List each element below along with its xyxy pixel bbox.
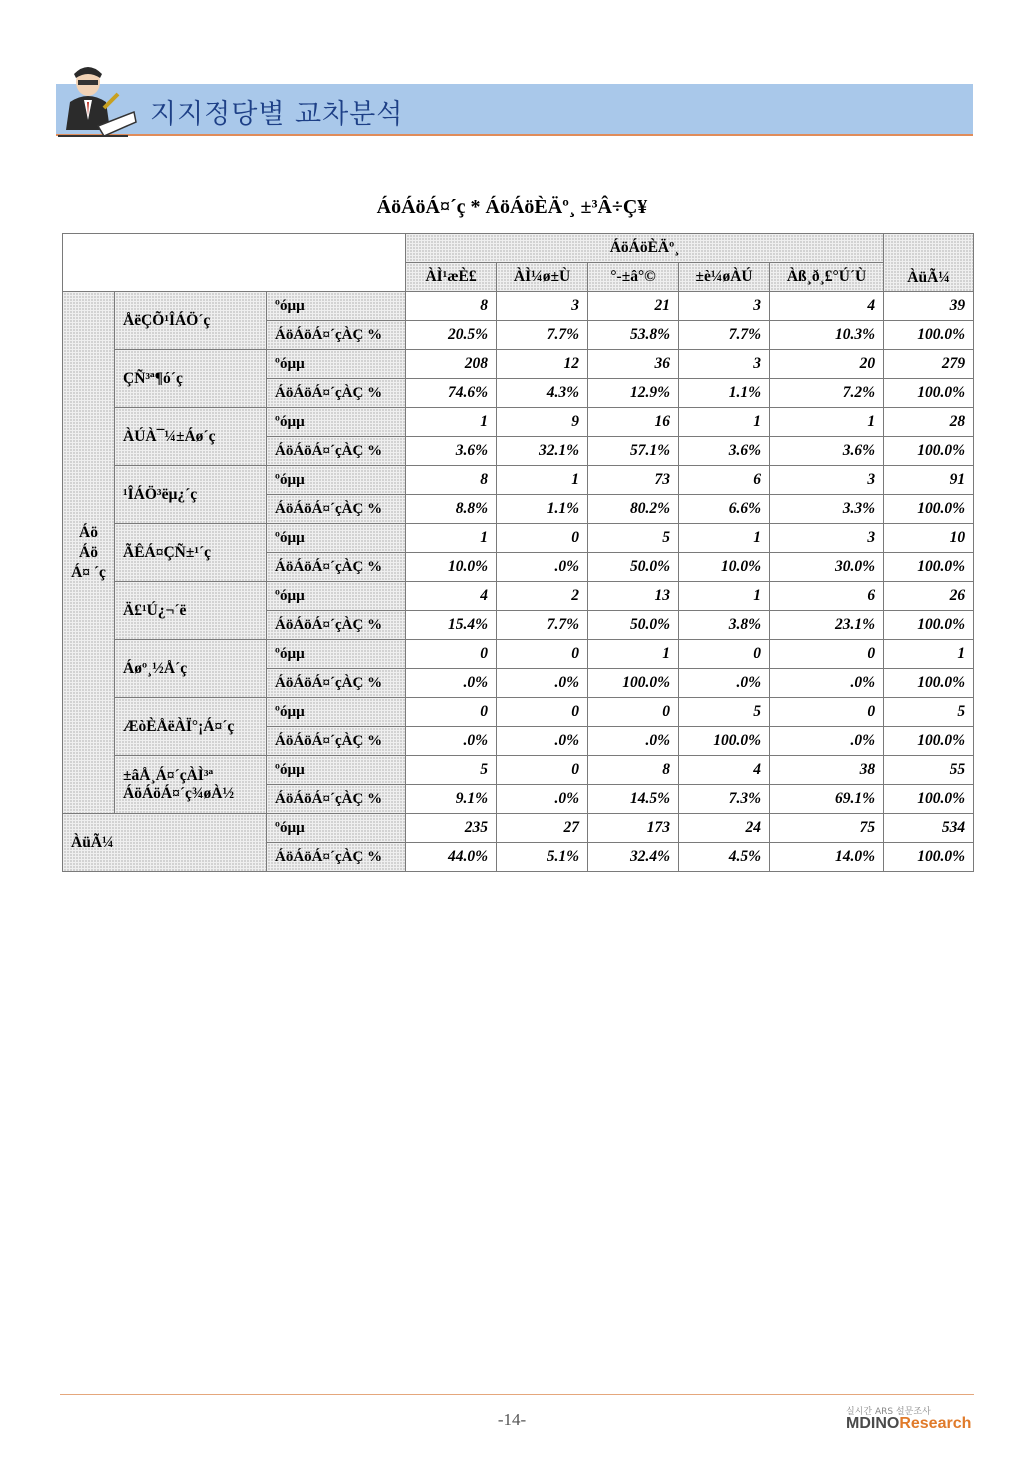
row-label-text: ÁöÁöÁ¤´ç¾øÀ½ (123, 784, 235, 802)
row-label (115, 466, 267, 524)
percent-cell: 10.0% (679, 553, 770, 582)
table-row (63, 524, 974, 553)
count-cell: 5 (884, 698, 974, 727)
percent-cell: 53.8% (588, 321, 679, 350)
row-label-text: ÀÚÀ¯¼±Áø´ç (123, 427, 216, 445)
count-cell: 0 (497, 524, 588, 553)
percent-cell: .0% (406, 727, 497, 756)
count-cell: 208 (406, 350, 497, 379)
percent-cell: 9.1% (406, 785, 497, 814)
percent-cell: .0% (770, 727, 884, 756)
count-cell: 1 (770, 408, 884, 437)
percent-cell: 69.1% (770, 785, 884, 814)
count-cell: 39 (884, 292, 974, 321)
row-label-text: ±âÅ¸Á¤´çÀÌ³ª (123, 766, 214, 784)
count-cell: 534 (884, 814, 974, 843)
row-label (115, 350, 267, 408)
row-label (115, 582, 267, 640)
stat-label-count: ºóµµ (267, 292, 406, 321)
count-cell: 13 (588, 582, 679, 611)
percent-cell: .0% (497, 785, 588, 814)
percent-cell: 7.2% (770, 379, 884, 408)
col-header: °-±â°© (588, 263, 679, 292)
percent-cell: .0% (770, 669, 884, 698)
group-header: ÁöÁöÈÄº¸ (406, 234, 884, 263)
stat-label-count: ºóµµ (267, 524, 406, 553)
count-cell: 55 (884, 756, 974, 785)
count-cell: 279 (884, 350, 974, 379)
count-cell: 38 (770, 756, 884, 785)
percent-cell: .0% (406, 669, 497, 698)
stat-label-percent: ÁöÁöÁ¤´çÀÇ % (267, 379, 406, 408)
percent-cell: 7.3% (679, 785, 770, 814)
count-cell: 27 (497, 814, 588, 843)
percent-cell: 50.0% (588, 553, 679, 582)
percent-cell: 32.1% (497, 437, 588, 466)
total-row (63, 814, 974, 843)
count-cell: 91 (884, 466, 974, 495)
count-cell: 0 (588, 698, 679, 727)
table-row (63, 640, 974, 669)
stat-label-percent: ÁöÁöÁ¤´çÀÇ % (267, 785, 406, 814)
percent-cell: 4.5% (679, 843, 770, 872)
brand-tagline: 실시간 ARS 설문조사 (846, 1407, 931, 1417)
percent-cell: 6.6% (679, 495, 770, 524)
count-cell: 36 (588, 350, 679, 379)
count-cell: 0 (406, 640, 497, 669)
row-label-text: ÇÑ³ª¶ó´ç (123, 369, 183, 387)
count-cell: 1 (679, 582, 770, 611)
col-header: ÀÌ¼ø±Ù (497, 263, 588, 292)
count-cell: 1 (406, 408, 497, 437)
brand-logo: MDINOResearch (846, 1415, 972, 1432)
count-cell: 16 (588, 408, 679, 437)
percent-cell: 12.9% (588, 379, 679, 408)
count-cell: 20 (770, 350, 884, 379)
stat-label-count: ºóµµ (267, 640, 406, 669)
count-cell: 0 (679, 640, 770, 669)
percent-cell: 32.4% (588, 843, 679, 872)
row-label (115, 640, 267, 698)
count-cell: 4 (679, 756, 770, 785)
crosstab-table (62, 233, 974, 872)
page-number: -14- (497, 1410, 527, 1429)
count-cell: 12 (497, 350, 588, 379)
stat-label-count: ºóµµ (267, 814, 406, 843)
percent-cell: 100.0% (884, 379, 974, 408)
percent-cell: 20.5% (406, 321, 497, 350)
count-cell: 8 (588, 756, 679, 785)
percent-cell: 10.0% (406, 553, 497, 582)
row-label-text: ÆòÈÅëÀÏ°¡Á¤´ç (123, 717, 235, 735)
percent-cell: 100.0% (884, 727, 974, 756)
count-cell: 3 (679, 350, 770, 379)
count-cell: 2 (497, 582, 588, 611)
table-corner (63, 234, 406, 292)
count-cell: 0 (497, 756, 588, 785)
count-cell: 8 (406, 466, 497, 495)
stat-label-count: ºóµµ (267, 408, 406, 437)
percent-cell: 100.0% (884, 495, 974, 524)
table-title: ÁöÁöÁ¤´ç * ÁöÁöÈÄº¸ ±³Â÷Ç¥ (376, 196, 648, 218)
row-label-text: ÃÊÁ¤ÇÑ±¹´ç (123, 543, 212, 561)
percent-cell: 8.8% (406, 495, 497, 524)
count-cell: 9 (497, 408, 588, 437)
count-cell: 28 (884, 408, 974, 437)
count-cell: 5 (679, 698, 770, 727)
count-cell: 5 (406, 756, 497, 785)
percent-cell: 14.5% (588, 785, 679, 814)
stat-label-count: ºóµµ (267, 582, 406, 611)
count-cell: 6 (770, 582, 884, 611)
percent-cell: 100.0% (884, 437, 974, 466)
percent-cell: 80.2% (588, 495, 679, 524)
count-cell: 4 (406, 582, 497, 611)
table-row (63, 408, 974, 437)
percent-cell: 3.6% (679, 437, 770, 466)
businessman-writing-icon (48, 60, 138, 140)
count-cell: 1 (679, 408, 770, 437)
stat-label-percent: ÁöÁöÁ¤´çÀÇ % (267, 553, 406, 582)
count-cell: 26 (884, 582, 974, 611)
footer-divider (60, 1394, 974, 1395)
percent-cell: 10.3% (770, 321, 884, 350)
count-cell: 5 (588, 524, 679, 553)
row-label (115, 698, 267, 756)
count-cell: 3 (679, 292, 770, 321)
percent-cell: 1.1% (497, 495, 588, 524)
col-header: Àß¸ð¸£°Ú´Ù (770, 263, 884, 292)
count-cell: 6 (679, 466, 770, 495)
percent-cell: 7.7% (679, 321, 770, 350)
percent-cell: 23.1% (770, 611, 884, 640)
percent-cell: 74.6% (406, 379, 497, 408)
count-cell: 3 (770, 524, 884, 553)
percent-cell: 100.0% (679, 727, 770, 756)
table-row (63, 582, 974, 611)
percent-cell: 1.1% (679, 379, 770, 408)
count-cell: 0 (497, 640, 588, 669)
percent-cell: .0% (497, 727, 588, 756)
count-cell: 0 (497, 698, 588, 727)
percent-cell: .0% (497, 553, 588, 582)
percent-cell: 30.0% (770, 553, 884, 582)
row-group-label: Áö Áö Á¤ ´ç (63, 292, 115, 814)
percent-cell: 44.0% (406, 843, 497, 872)
percent-cell: 3.6% (770, 437, 884, 466)
count-cell: 8 (406, 292, 497, 321)
count-cell: 173 (588, 814, 679, 843)
count-cell: 235 (406, 814, 497, 843)
percent-cell: 50.0% (588, 611, 679, 640)
total-label: ÀüÃ¼ (63, 814, 267, 872)
percent-cell: 100.0% (588, 669, 679, 698)
percent-cell: .0% (497, 669, 588, 698)
stat-label-percent: ÁöÁöÁ¤´çÀÇ % (267, 843, 406, 872)
stat-label-count: ºóµµ (267, 698, 406, 727)
count-cell: 1 (679, 524, 770, 553)
table-row (63, 698, 974, 727)
page-title: 지지정당별 교차분석 (150, 99, 404, 130)
count-cell: 3 (770, 466, 884, 495)
percent-cell: 57.1% (588, 437, 679, 466)
percent-cell: 100.0% (884, 553, 974, 582)
row-label-text: ÅëÇÕ¹ÎÁÖ´ç (123, 311, 211, 329)
percent-cell: 14.0% (770, 843, 884, 872)
percent-cell: 7.7% (497, 611, 588, 640)
count-cell: 1 (406, 524, 497, 553)
count-cell: 3 (497, 292, 588, 321)
stat-label-percent: ÁöÁöÁ¤´çÀÇ % (267, 669, 406, 698)
col-header: ±è¼øÀÚ (679, 263, 770, 292)
percent-cell: 100.0% (884, 843, 974, 872)
count-cell: 0 (770, 698, 884, 727)
count-cell: 1 (884, 640, 974, 669)
col-header: ÀÌ¹æÈ£ (406, 263, 497, 292)
percent-cell: 15.4% (406, 611, 497, 640)
count-cell: 0 (770, 640, 884, 669)
percent-cell: 100.0% (884, 669, 974, 698)
count-cell: 10 (884, 524, 974, 553)
stat-label-percent: ÁöÁöÁ¤´çÀÇ % (267, 495, 406, 524)
stat-label-percent: ÁöÁöÁ¤´çÀÇ % (267, 611, 406, 640)
row-label (115, 756, 267, 814)
row-label (115, 408, 267, 466)
percent-cell: 3.8% (679, 611, 770, 640)
percent-cell: 3.3% (770, 495, 884, 524)
row-label (115, 524, 267, 582)
count-cell: 21 (588, 292, 679, 321)
percent-cell: 100.0% (884, 785, 974, 814)
row-label (115, 292, 267, 350)
stat-label-percent: ÁöÁöÁ¤´çÀÇ % (267, 437, 406, 466)
row-label-text: ¹ÎÁÖ³ëµ¿´ç (123, 485, 198, 503)
stat-label-percent: ÁöÁöÁ¤´çÀÇ % (267, 321, 406, 350)
count-cell: 1 (497, 466, 588, 495)
table-row (63, 466, 974, 495)
percent-cell: .0% (588, 727, 679, 756)
row-label-text: Áøº¸½Å´ç (123, 659, 188, 677)
stat-label-percent: ÁöÁöÁ¤´çÀÇ % (267, 727, 406, 756)
count-cell: 73 (588, 466, 679, 495)
percent-cell: 7.7% (497, 321, 588, 350)
stat-label-count: ºóµµ (267, 350, 406, 379)
percent-cell: 4.3% (497, 379, 588, 408)
count-cell: 0 (406, 698, 497, 727)
percent-cell: 100.0% (884, 611, 974, 640)
count-cell: 1 (588, 640, 679, 669)
table-row (63, 756, 974, 785)
percent-cell: 3.6% (406, 437, 497, 466)
stat-label-count: ºóµµ (267, 466, 406, 495)
percent-cell: 5.1% (497, 843, 588, 872)
table-row (63, 350, 974, 379)
percent-cell: .0% (679, 669, 770, 698)
count-cell: 4 (770, 292, 884, 321)
percent-cell: 100.0% (884, 321, 974, 350)
row-label-text: Ä£¹Ú¿¬´ë (123, 601, 187, 619)
col-header-total: ÀüÃ¼ (884, 234, 974, 292)
stat-label-count: ºóµµ (267, 756, 406, 785)
count-cell: 24 (679, 814, 770, 843)
count-cell: 75 (770, 814, 884, 843)
table-row (63, 292, 974, 321)
